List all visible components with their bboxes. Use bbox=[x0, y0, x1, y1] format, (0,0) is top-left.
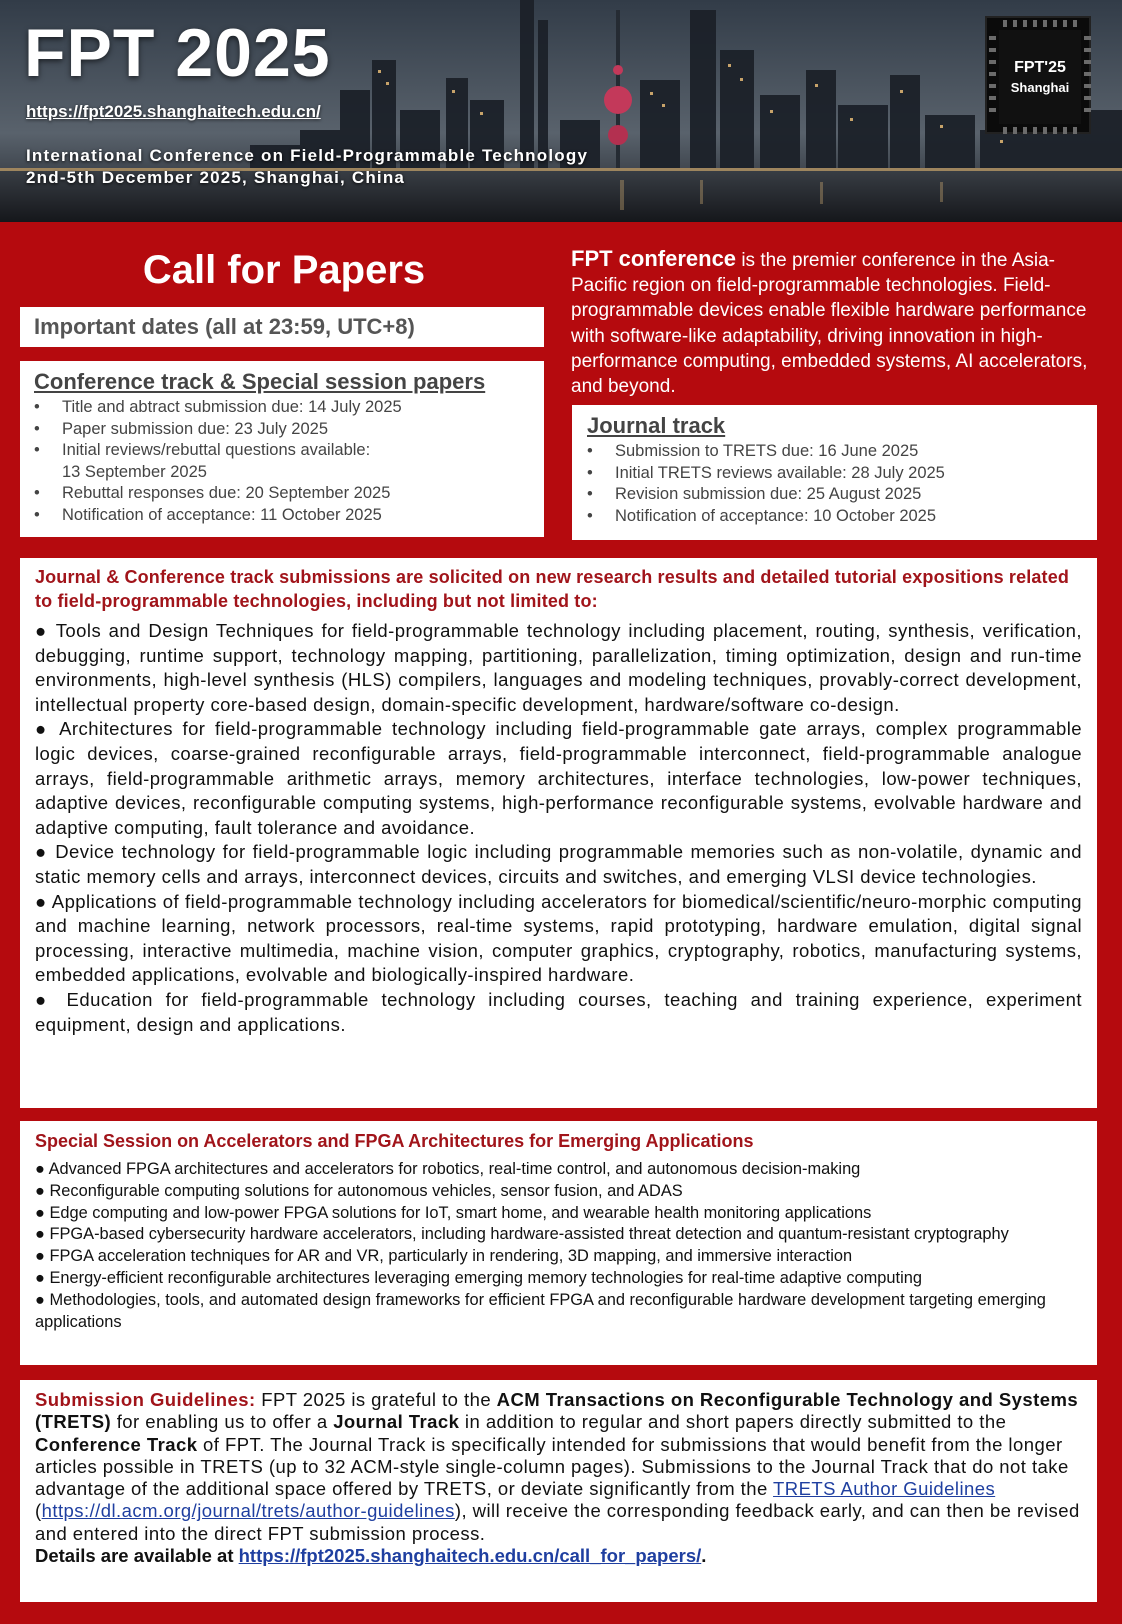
guidelines-text-2: for enabling us to offer a bbox=[111, 1411, 334, 1433]
chip-logo bbox=[985, 16, 1091, 134]
topics-box bbox=[20, 558, 1097, 1108]
topic-item bbox=[35, 717, 1082, 840]
conference-track-term: Conference Track bbox=[35, 1433, 198, 1455]
special-session-box bbox=[20, 1121, 1097, 1365]
topic-text: Architectures for field-programmable technology including field-programmable gate arrays, complex programmable logic devices, coarse-grained reconfigurable arrays, field-programmable interconnect, field-programmable analogue arrays, field-programmable arithmetic arrays, memory architectures, interface technologies, low-power techniques, adaptive devices, reconfigurable computing systems, high-performance reconfigurable systems, evolvable hardware and adaptive computing, fault tolerance and avoidance. bbox=[35, 718, 1083, 838]
special-session-item bbox=[35, 1203, 1082, 1225]
guidelines-text-5: ( bbox=[35, 1500, 42, 1522]
list-item: • Title and abtract submission due: 14 July 2025 bbox=[34, 397, 530, 419]
list-item: • Notification of acceptance: 10 October 2025 bbox=[587, 506, 1082, 528]
list-item-continuation: 13 September 2025 bbox=[62, 462, 207, 481]
topic-item bbox=[35, 619, 1082, 717]
logo-line2: Shanghai bbox=[1010, 80, 1070, 95]
guidelines-label: Submission Guidelines: bbox=[35, 1389, 256, 1410]
bullet-icon: ● bbox=[35, 1203, 45, 1222]
list-item bbox=[34, 440, 530, 483]
special-session-item bbox=[35, 1290, 1082, 1334]
bullet-icon: ● bbox=[35, 1247, 45, 1266]
conference-track-dates-box bbox=[20, 361, 544, 537]
conference-date-location: 2nd-5th December 2025, Shanghai, China bbox=[26, 168, 406, 187]
topic-text: Education for field-programmable technology including courses, teaching and training experience, experiment equipment, design and applications. bbox=[35, 988, 1082, 1035]
list-item: • Revision submission due: 25 August 2025 bbox=[587, 484, 1082, 506]
special-session-text: Advanced FPGA architectures and accelerators for robotics, real-time control, and autonomous decision-making bbox=[48, 1160, 861, 1178]
topic-text: Device technology for field-programmable logic including programmable memories such as non-volatile, dynamic and static memory cells and arrays, interconnect devices, circuits and switches, and emerging VLSI device technologies. bbox=[35, 841, 1082, 887]
special-session-item bbox=[35, 1181, 1082, 1203]
trets-guidelines-url-link[interactable]: https://dl.acm.org/journal/trets/author-guidelines bbox=[41, 1500, 455, 1522]
details-line bbox=[35, 1545, 1082, 1567]
conference-title: FPT 2025 bbox=[24, 15, 331, 91]
bullet-icon: ● bbox=[35, 718, 51, 740]
special-session-text: FPGA acceleration techniques for AR and VR, particularly in rendering, 3D mapping, and immersive interaction bbox=[49, 1247, 853, 1266]
special-session-item bbox=[35, 1246, 1082, 1268]
trets-journal-name: ACM Transactions on Reconfigurable Technology and Systems (TRETS) bbox=[35, 1389, 1079, 1433]
conference-track-date-list bbox=[34, 397, 530, 526]
special-session-text: Energy-efficient reconfigurable architectures leveraging emerging memory technologies for real-time adaptive computing bbox=[49, 1268, 922, 1287]
topic-text: Applications of field-programmable technology including accelerators for biomedical/scientific/neuro-morphic computing and machine learning, network processors, real-time systems, rapid prototyping, hardware emulation, digital signal processing, interactive multimedia, machine vision, computer graphics, cryptography, robotics, manufacturing systems, embedded applications, evolvable and biologically-inspired hardware. bbox=[35, 890, 1082, 986]
bullet-icon: ● bbox=[35, 1290, 45, 1309]
call-for-papers-link[interactable]: https://fpt2025.shanghaitech.edu.cn/call_for_papers/ bbox=[238, 1545, 702, 1567]
journal-track-dates-box bbox=[572, 405, 1097, 540]
special-session-heading: Special Session on Accelerators and FPGA Architectures for Emerging Applications bbox=[35, 1131, 754, 1151]
topics-heading: Journal & Conference track submissions are solicited on new research results and detailed tutorial expositions related to field-programmable technologies, including but not limited to: bbox=[35, 567, 1070, 611]
intro-lead: FPT conference bbox=[571, 246, 737, 271]
topic-item bbox=[35, 890, 1082, 988]
topic-item bbox=[35, 840, 1082, 889]
special-session-item bbox=[35, 1224, 1082, 1246]
guidelines-text-6: ), will receive the corresponding feedback early, and can then be revised and entered into the direct FPT submission process. bbox=[35, 1500, 1080, 1544]
list-item-text: Initial reviews/rebuttal questions available: bbox=[62, 441, 371, 459]
journal-track-date-list bbox=[587, 441, 1082, 527]
bullet-icon: ● bbox=[35, 890, 47, 912]
special-session-text: FPGA-based cybersecurity hardware accelerators, including hardware-assisted threat detection and quantum-resistant cryptography bbox=[49, 1225, 1009, 1244]
bullet-icon: ● bbox=[35, 620, 49, 641]
guidelines-text-1: FPT 2025 is grateful to the bbox=[255, 1389, 497, 1410]
journal-track-heading: Journal track bbox=[587, 413, 726, 438]
details-suffix: . bbox=[701, 1545, 707, 1567]
list-item: • Paper submission due: 23 July 2025 bbox=[34, 419, 530, 441]
special-session-text: Reconfigurable computing solutions for autonomous vehicles, sensor fusion, and ADAS bbox=[49, 1181, 683, 1200]
special-session-text: Methodologies, tools, and automated design frameworks for efficient FPGA and reconfigurable hardware development targeting emerging applications bbox=[35, 1290, 1046, 1331]
conference-url-link[interactable]: https://fpt2025.shanghaitech.edu.cn/ bbox=[26, 102, 321, 121]
guidelines-text-4: of FPT. The Journal Track is specifically intended for submissions that would benefit from the longer articles possible in TRETS (up to 32 ACM-style single-column pages). Submissions to the Journal Track that do not take advantage of the additional space offered by TRETS, or deviate significantly from the bbox=[35, 1433, 1069, 1500]
list-item: • Initial TRETS reviews available: 28 July 2025 bbox=[587, 463, 1082, 485]
bullet-icon: ● bbox=[35, 1160, 45, 1178]
bullet-icon: ● bbox=[35, 841, 49, 863]
conference-track-heading: Conference track & Special session papers bbox=[34, 369, 486, 394]
topic-item bbox=[35, 988, 1082, 1037]
details-prefix: Details are available at bbox=[35, 1545, 239, 1567]
conference-subtitle bbox=[26, 145, 588, 189]
header-banner bbox=[0, 0, 1122, 222]
call-for-papers-heading: Call for Papers bbox=[142, 248, 426, 292]
journal-track-term: Journal Track bbox=[333, 1411, 460, 1433]
submission-guidelines-text bbox=[35, 1389, 1082, 1545]
logo-line1: FPT'25 bbox=[1014, 59, 1066, 76]
conference-intro-text bbox=[571, 246, 1101, 399]
topic-text: Tools and Design Techniques for field-programmable technology including placement, routing, synthesis, verification, debugging, runtime support, technology mapping, partitioning, parallelization, timing optimization, design and run-time environments, high-level synthesis (HLS) compilers, languages and modeling techniques, provably-correct development, intellectual property core-based design, domain-specific development, hardware/software co-design. bbox=[35, 620, 1082, 715]
list-item: • Notification of acceptance: 11 October 2025 bbox=[34, 505, 530, 527]
bullet-icon: ● bbox=[35, 1181, 45, 1200]
list-item: • Submission to TRETS due: 16 June 2025 bbox=[587, 441, 1082, 463]
bullet-icon: ● bbox=[35, 988, 54, 1010]
conference-full-name: International Conference on Field-Programmable Technology bbox=[26, 146, 589, 165]
intro-body: is the premier conference in the Asia-Pacific region on field-programmable technologies. Field-programmable devices enable flexible hardware performance with software-like adaptability, driving innovation in high-performance computing, embedded systems, AI accelerators, and beyond. bbox=[571, 250, 1088, 398]
special-session-text: Edge computing and low-power FPGA solutions for IoT, smart home, and wearable health monitoring applications bbox=[49, 1203, 872, 1222]
bullet-icon: ● bbox=[35, 1225, 45, 1244]
trets-author-guidelines-link[interactable]: TRETS Author Guidelines bbox=[773, 1478, 996, 1500]
list-item: • Rebuttal responses due: 20 September 2025 bbox=[34, 483, 530, 505]
special-session-item bbox=[35, 1159, 1082, 1181]
chip-logo-text bbox=[999, 30, 1081, 124]
submission-guidelines-box bbox=[20, 1380, 1097, 1602]
bullet-icon: ● bbox=[35, 1268, 45, 1287]
important-dates-banner: Important dates (all at 23:59, UTC+8) bbox=[20, 307, 544, 347]
guidelines-text-3: in addition to regular and short papers directly submitted to the bbox=[459, 1411, 1007, 1433]
special-session-item bbox=[35, 1268, 1082, 1290]
